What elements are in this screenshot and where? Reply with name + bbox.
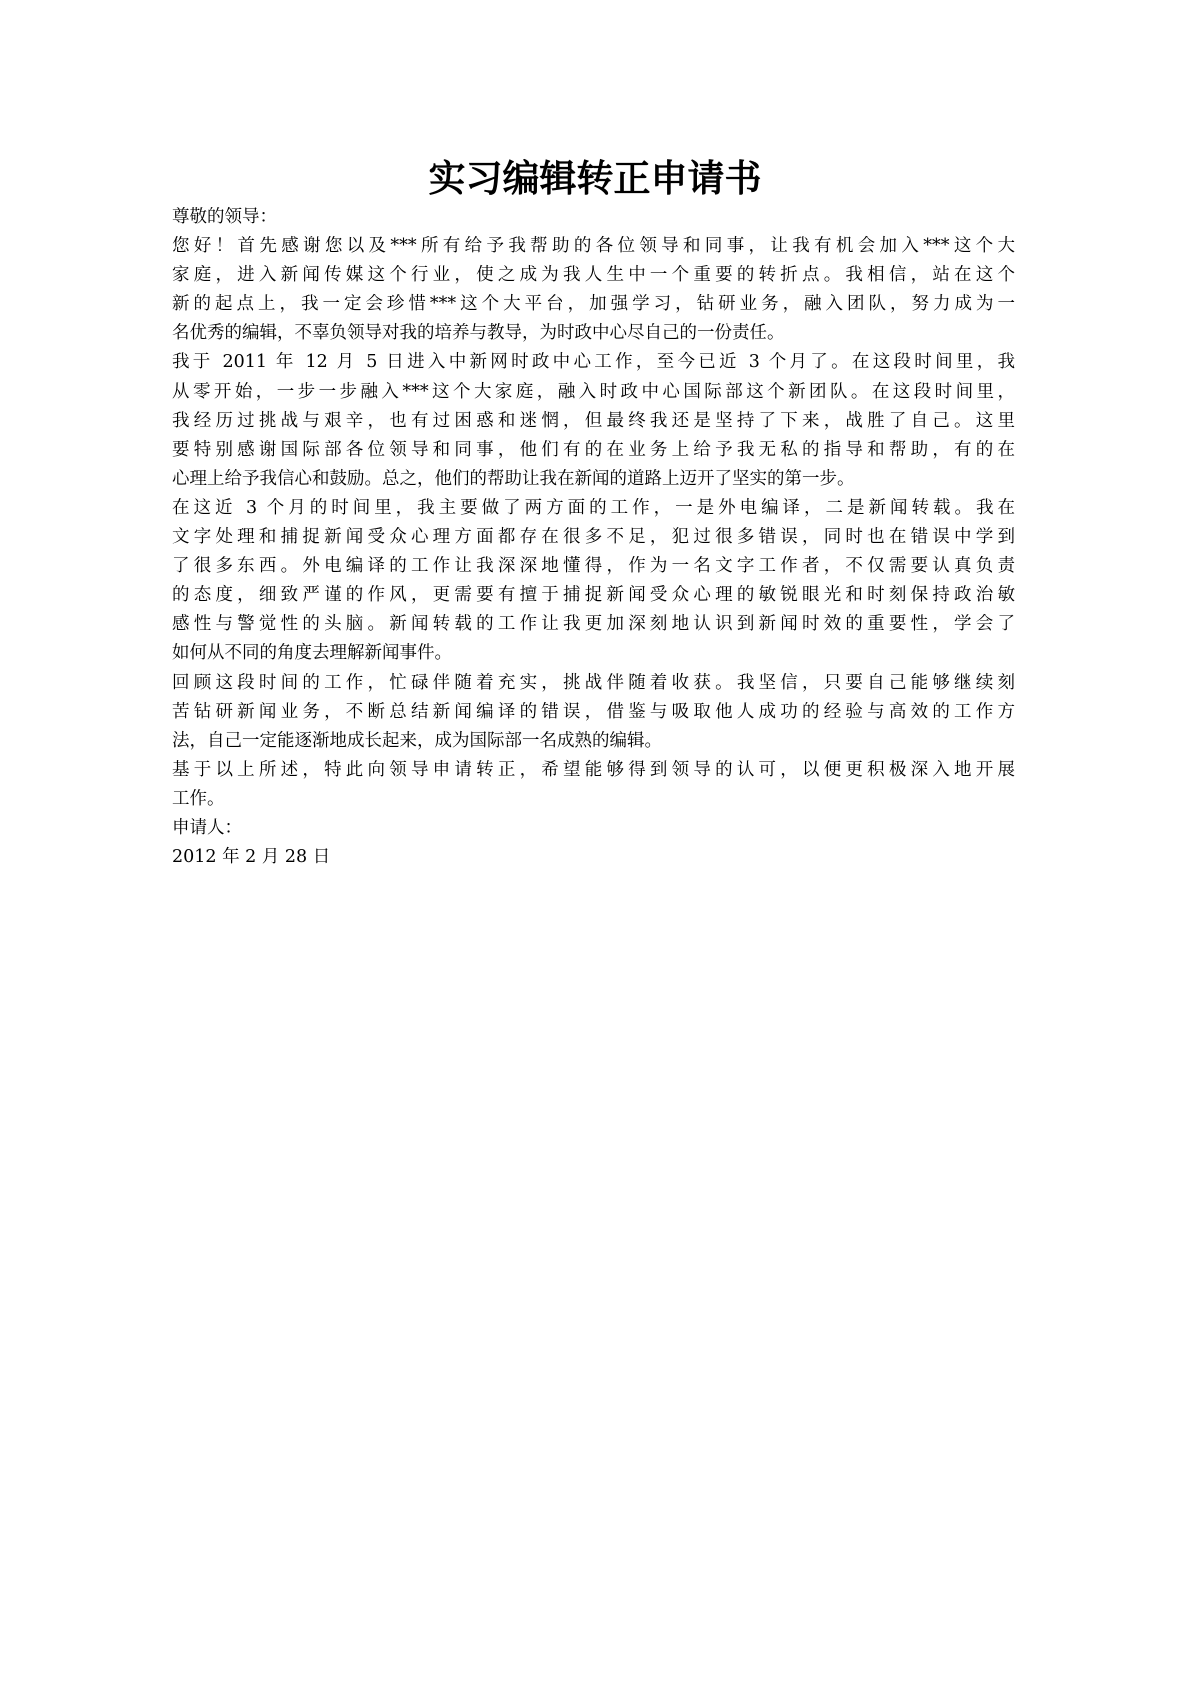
text-line: 心理上给予我信心和鼓励。总之，他们的帮助让我在新闻的道路上迈开了坚实的第一步。 xyxy=(172,468,855,489)
text-line: 家庭，进入新闻传媒这个行业，使之成为我人生中一个重要的转折点。我相信，站在这个 xyxy=(172,265,1015,286)
document-body xyxy=(172,203,1015,872)
text-line: 我经历过挑战与艰辛，也有过困惑和迷惘，但最终我还是坚持了下来，战胜了自己。这里 xyxy=(172,410,1015,431)
date: 2012 年 2 月 28 日 xyxy=(172,847,331,868)
paragraph xyxy=(172,756,1015,814)
paragraphs xyxy=(172,232,1015,814)
paragraph xyxy=(172,348,1015,493)
paragraph xyxy=(172,232,1015,348)
text-line: 您好！首先感谢您以及***所有给予我帮助的各位领导和同事，让我有机会加入***这个大 xyxy=(172,236,1015,257)
text-line: 回顾这段时间的工作，忙碌伴随着充实，挑战伴随着收获。我坚信，只要自己能够继续刻 xyxy=(172,672,1015,693)
text-line: 从零开始，一步一步融入***这个大家庭，融入时政中心国际部这个新团队。在这段时间里， xyxy=(172,381,1015,402)
document-title: 实习编辑转正申请书 xyxy=(428,157,762,200)
text-line: 苦钻研新闻业务，不断总结新闻编译的错误，借鉴与吸取他人成功的经验与高效的工作方 xyxy=(172,701,1015,722)
paragraph xyxy=(172,494,1015,669)
text-line: 要特别感谢国际部各位领导和同事，他们有的在业务上给予我无私的指导和帮助，有的在 xyxy=(172,439,1015,460)
text-line: 法，自己一定能逐渐地成长起来，成为国际部一名成熟的编辑。 xyxy=(172,730,662,751)
text-line: 工作。 xyxy=(172,788,225,809)
applicant-label: 申请人： xyxy=(172,817,242,838)
text-line: 我于 2011 年 12 月 5 日进入中新网时政中心工作，至今已近 3 个月了。在这段时间里，我 xyxy=(172,352,1015,373)
text-line: 感性与警觉性的头脑。新闻转载的工作让我更加深刻地认识到新闻时效的重要性，学会了 xyxy=(172,614,1015,635)
salutation: 尊敬的领导： xyxy=(172,207,277,227)
text-line: 文字处理和捕捉新闻受众心理方面都存在很多不足，犯过很多错误，同时也在错误中学到 xyxy=(172,527,1015,548)
text-line: 了很多东西。外电编译的工作让我深深地懂得，作为一名文字工作者，不仅需要认真负责 xyxy=(172,556,1015,577)
text-line: 如何从不同的角度去理解新闻事件。 xyxy=(172,643,452,664)
text-line: 新的起点上，我一定会珍惜***这个大平台，加强学习，钻研业务，融入团队，努力成为一 xyxy=(172,294,1015,315)
text-line: 的态度，细致严谨的作风，更需要有擅于捕捉新闻受众心理的敏锐眼光和时刻保持政治敏 xyxy=(172,585,1015,606)
text-line: 名优秀的编辑，不辜负领导对我的培养与教导，为时政中心尽自己的一份责任。 xyxy=(172,323,785,344)
text-line: 在这近 3 个月的时间里，我主要做了两方面的工作，一是外电编译，二是新闻转载。我在 xyxy=(172,497,1015,518)
text-line: 基于以上所述，特此向领导申请转正，希望能够得到领导的认可，以便更积极深入地开展 xyxy=(172,759,1015,780)
paragraph xyxy=(172,669,1015,756)
